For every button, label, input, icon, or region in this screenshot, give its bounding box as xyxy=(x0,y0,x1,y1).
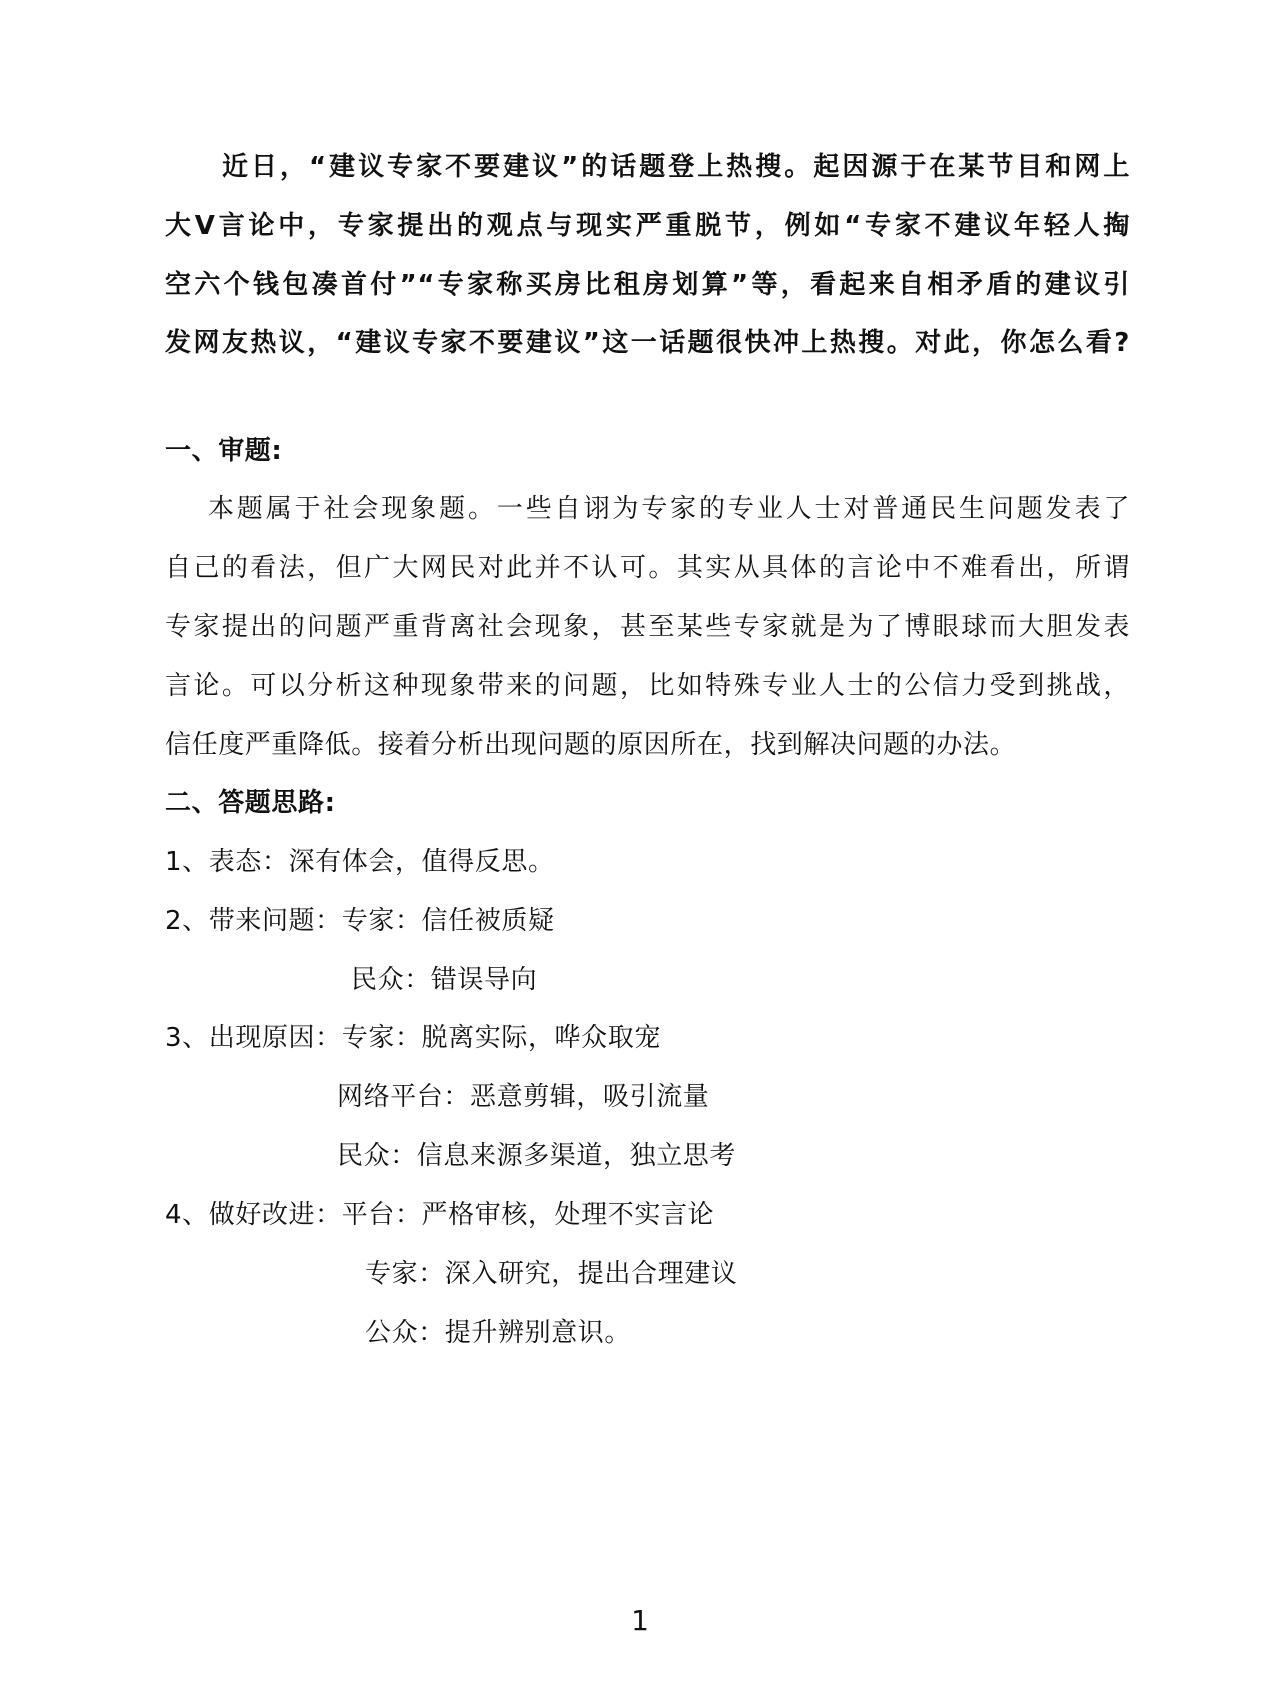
point-2-sub: 民众：错误导向 xyxy=(351,965,538,995)
point-3: 3、出现原因：专家：脱离实际，哗众取宠 xyxy=(165,1023,661,1053)
point-1: 1、表态：深有体会，值得反思。 xyxy=(165,847,555,877)
section1-line-4: 言论。可以分析这种现象带来的问题，比如特殊专业人士的公信力受到挑战， xyxy=(165,671,1130,701)
section1-line-3: 专家提出的问题严重背离社会现象，甚至某些专家就是为了博眼球而大胆发表 xyxy=(165,612,1130,642)
section1-line-5: 信任度严重降低。接着分析出现问题的原因所在，找到解决问题的办法。 xyxy=(165,730,1017,760)
question-line-1: 近日，“建议专家不要建议”的话题登上热搜。起因源于在某节目和网上 xyxy=(222,152,1130,182)
page-number: 1 xyxy=(631,1604,649,1637)
point-3-sub-1: 网络平台：恶意剪辑，吸引流量 xyxy=(337,1082,710,1112)
section2-heading: 二、答题思路: xyxy=(165,788,336,818)
section1-heading: 一、审题: xyxy=(165,436,283,466)
section1-line-2: 自己的看法，但广大网民对此并不认可。其实从具体的言论中不难看出，所谓 xyxy=(165,553,1130,583)
point-4-sub-1: 专家：深入研究，提出合理建议 xyxy=(365,1259,738,1289)
point-4-sub-2: 公众：提升辨别意识。 xyxy=(365,1318,632,1348)
point-2: 2、带来问题：专家：信任被质疑 xyxy=(165,906,555,936)
question-line-2: 大Ⅴ言论中，专家提出的观点与现实严重脱节，例如“专家不建议年轻人掏 xyxy=(165,211,1130,241)
point-3-sub-2: 民众：信息来源多渠道，独立思考 xyxy=(337,1141,737,1171)
question-line-4: 发网友热议，“建议专家不要建议”这一话题很快冲上热搜。对此，你怎么看? xyxy=(165,328,1130,358)
question-line-3: 空六个钱包凑首付”“专家称买房比租房划算”等，看起来自相矛盾的建议引 xyxy=(165,270,1130,300)
section1-line-1: 本题属于社会现象题。一些自诩为专家的专业人士对普通民生问题发表了 xyxy=(208,494,1130,524)
point-4: 4、做好改进：平台：严格审核，处理不实言论 xyxy=(165,1200,715,1230)
